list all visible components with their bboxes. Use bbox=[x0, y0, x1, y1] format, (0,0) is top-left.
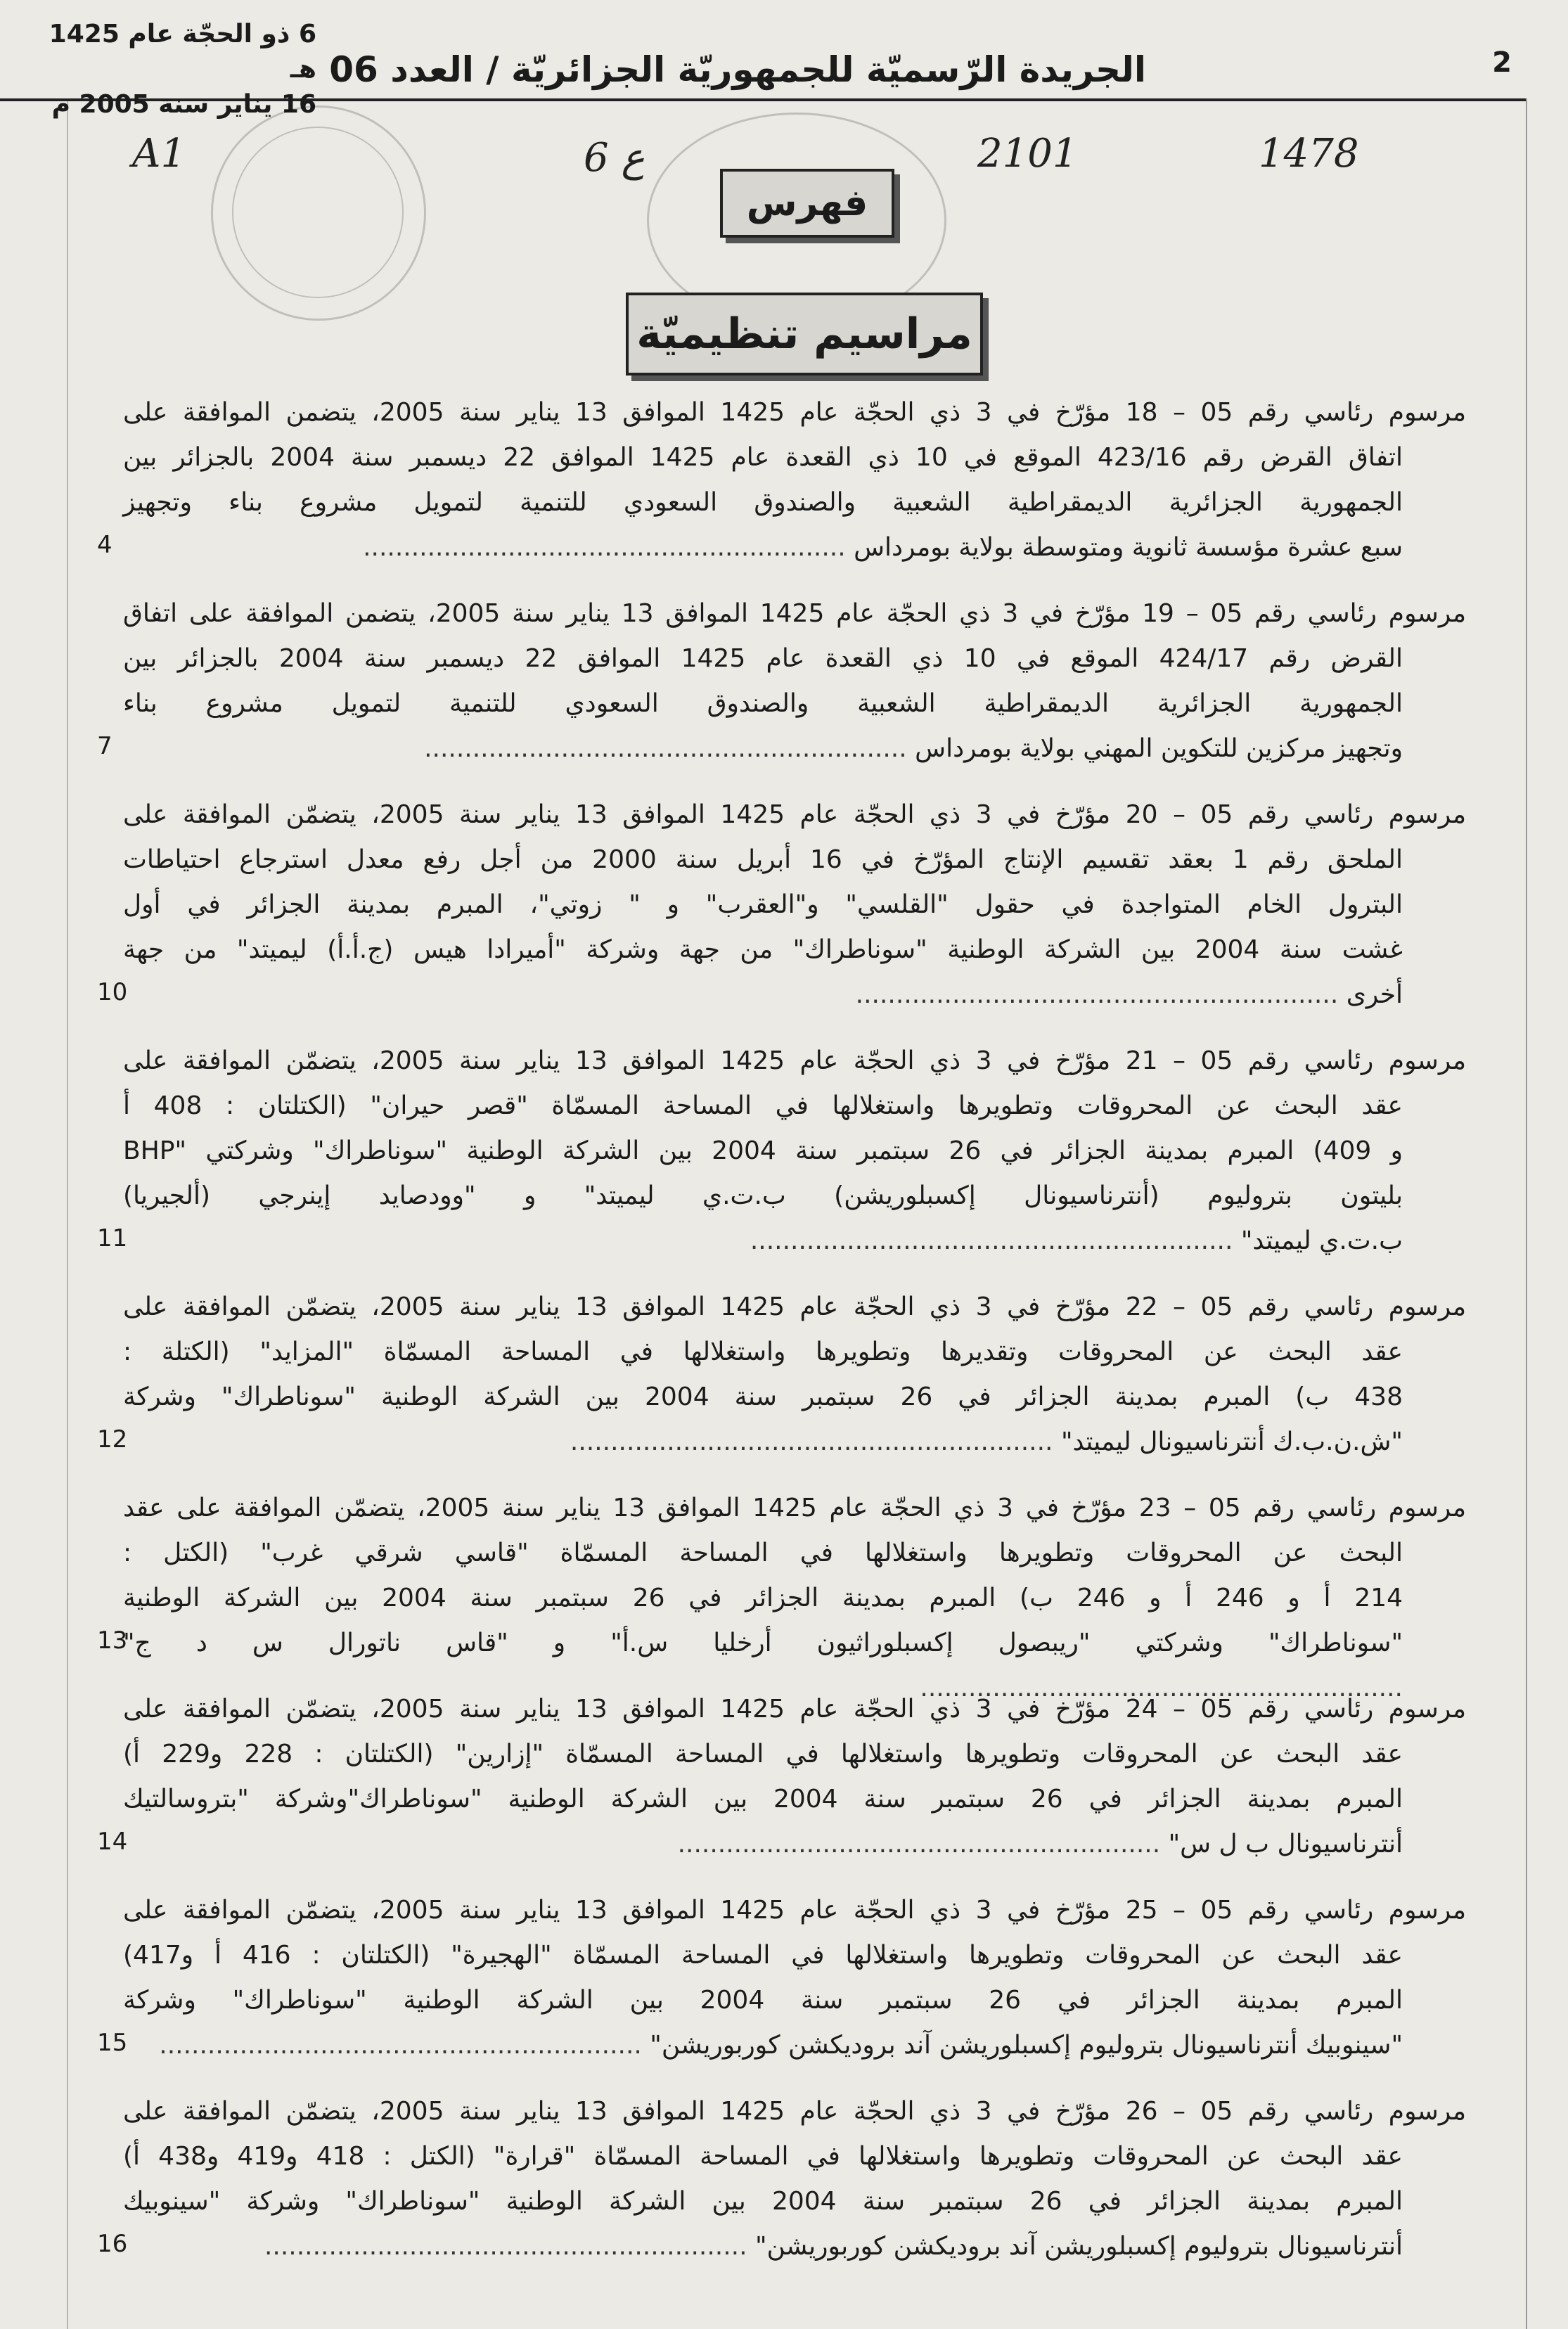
toc-entry-line bbox=[123, 525, 1403, 570]
toc-entry bbox=[0, 390, 1568, 570]
toc-entry-page-number: 11 bbox=[97, 1224, 128, 1252]
toc-entry-line bbox=[123, 1888, 1466, 1933]
toc-entry-text bbox=[123, 1888, 1466, 2068]
leader-dots: ............................................................ bbox=[159, 2031, 650, 2060]
handwritten-note-mid1: 6 ع bbox=[584, 135, 645, 181]
toc-entry-text bbox=[123, 1486, 1466, 1711]
toc-entry-page-number: 16 bbox=[97, 2230, 128, 2258]
handwritten-note-mid2: 2101 bbox=[977, 131, 1078, 177]
toc-entry-line-text: البترول الخام المتواجدة في حقول "القلسي" و"العقرب" و " زوتي"، المبرم بمدينة الجزائر في أول bbox=[123, 890, 1403, 919]
toc-entry-line bbox=[123, 1219, 1403, 1264]
toc-entry-text bbox=[123, 793, 1466, 1018]
toc-entry-line-text: اتفاق القرض رقم 423/16 الموقع في 10 ذي القعدة عام 1425 الموافق 22 ديسمبر سنة 2004 بالجزائر بين bbox=[123, 443, 1403, 472]
toc-entry-page-number: 13 bbox=[97, 1627, 128, 1655]
toc-entry-line bbox=[123, 1129, 1403, 1174]
toc-entry-line bbox=[123, 1486, 1466, 1531]
toc-entry-line-text: المبرم بمدينة الجزائر في 26 سبتمبر سنة 2004 بين الشركة الوطنية "سوناطراك" وشركة bbox=[123, 1986, 1403, 2015]
toc-entry bbox=[0, 1687, 1568, 1867]
toc-entry-line bbox=[123, 681, 1403, 726]
toc-entry-line bbox=[123, 1933, 1403, 1978]
header-date bbox=[14, 17, 316, 122]
toc-entry bbox=[0, 1285, 1568, 1465]
toc-entry-line bbox=[123, 1084, 1403, 1129]
toc-entry bbox=[0, 793, 1568, 1018]
toc-entry-line-text: الجمهورية الجزائرية الديمقراطية الشعبية والصندوق السعودي للتنمية لتمويل مشروع بناء bbox=[123, 689, 1403, 718]
toc-entry-line bbox=[123, 480, 1403, 525]
toc-entry-line bbox=[123, 2023, 1403, 2068]
toc-entry-page-number: 14 bbox=[97, 1828, 128, 1856]
toc-entry-text bbox=[123, 390, 1466, 570]
toc-entry-line-text: مرسوم رئاسي رقم 05 – 26 مؤرّخ في 3 ذي الحجّة عام 1425 الموافق 13 يناير سنة 2005، يتضمّن الموافقة على bbox=[123, 2097, 1466, 2126]
toc-entry-line bbox=[123, 2134, 1403, 2179]
leader-dots: ............................................................ bbox=[363, 533, 854, 562]
toc-entry-line-text: أنترناسيونال ب ل س" bbox=[1168, 1830, 1403, 1859]
toc-entry-line bbox=[123, 591, 1466, 636]
toc-entry-page-number: 15 bbox=[97, 2029, 128, 2057]
toc-entry-line bbox=[123, 973, 1403, 1018]
toc-entry-line-text: القرض رقم 424/17 الموقع في 10 ذي القعدة عام 1425 الموافق 22 ديسمبر سنة 2004 بالجزائر بين bbox=[123, 644, 1403, 673]
toc-entry-line-text: عقد البحث عن المحروقات وتطويرها واستغلالها في المساحة المسمّاة "إزارين" (الكتلتان : 228 و229 أ) bbox=[123, 1740, 1403, 1769]
toc-entry-line bbox=[123, 1285, 1466, 1330]
toc-entry-text bbox=[123, 1687, 1466, 1867]
toc-entry-line-text: المبرم بمدينة الجزائر في 26 سبتمبر سنة 2004 بين الشركة الوطنية "سوناطراك"وشركة "بتروسالتيك bbox=[123, 1785, 1403, 1814]
toc-entry-line-text: غشت سنة 2004 بين الشركة الوطنية "سوناطراك" من جهة وشركة "أميرادا هيس (ج.أ.أ) ليميتد" من جهة bbox=[123, 935, 1403, 964]
header-title: الجريدة الرّسميّة للجمهوريّة الجزائريّة / العدد 06 bbox=[329, 49, 1146, 90]
toc-entry-line-text: عقد البحث عن المحروقات وتطويرها واستغلالها في المساحة المسمّاة "قرارة" (الكتل : 418 و419 و438 أ) bbox=[123, 2142, 1403, 2171]
toc-entry-line-text: البحث عن المحروقات وتطويرها واستغلالها في المساحة المسمّاة "قاسي شرقي غرب" (الكتل : bbox=[123, 1539, 1403, 1567]
toc-entry-line-text: مرسوم رئاسي رقم 05 – 24 مؤرّخ في 3 ذي الحجّة عام 1425 الموافق 13 يناير سنة 2005، يتضمّن الموافقة على bbox=[123, 1695, 1466, 1724]
stamp-left-inner bbox=[232, 127, 404, 298]
toc-entry-line-text: "سينوبيك أنترناسيونال بتروليوم إكسبلوريشن آند بروديكشن كوربوريشن" bbox=[650, 2031, 1403, 2060]
toc-entry-line-text: الجمهورية الجزائرية الديمقراطية الشعبية والصندوق السعودي للتنمية لتمويل مشروع بناء وتجهيز bbox=[123, 488, 1403, 517]
toc-entry-line-text: مرسوم رئاسي رقم 05 – 23 مؤرّخ في 3 ذي الحجّة عام 1425 الموافق 13 يناير سنة 2005، يتضمّن الموافقة على عقد bbox=[123, 1494, 1467, 1522]
toc-entry-text bbox=[123, 2089, 1466, 2269]
toc-entry-line bbox=[123, 928, 1403, 973]
toc-entry-line-text: عقد البحث عن المحروقات وتقديرها وتطويرها واستغلالها في المساحة المسمّاة "المزايد" (الكتلة : bbox=[123, 1337, 1403, 1366]
toc-entry-line-text: المبرم بمدينة الجزائر في 26 سبتمبر سنة 2004 بين الشركة الوطنية "سوناطراك" وشركة "سينوبيك bbox=[123, 2187, 1403, 2216]
toc-entry-page-number: 4 bbox=[97, 531, 113, 559]
toc-entry-line bbox=[123, 793, 1466, 838]
toc-entry-line-text: بليتون بتروليوم (أنترناسيونال إكسبلوريشن) ب.ت.ي ليميتد" و "وودصايد إينرجي (ألجيريا) bbox=[123, 1181, 1403, 1210]
toc-entry-line-text: سبع عشرة مؤسسة ثانوية ومتوسطة بولاية بومرداس bbox=[854, 533, 1403, 562]
toc-entry-text bbox=[123, 591, 1466, 771]
toc-entry-line bbox=[123, 1039, 1466, 1084]
toc-entry-line-text: و 409) المبرم بمدينة الجزائر في 26 سبتمبر سنة 2004 بين الشركة الوطنية "سوناطراك" وشركتي "BHP bbox=[123, 1136, 1403, 1165]
toc-entry-line bbox=[123, 2224, 1403, 2269]
header-date-gregorian: 16 يناير سنة 2005 م bbox=[51, 90, 316, 119]
toc-entry-line bbox=[123, 1978, 1403, 2023]
toc-entry-line bbox=[123, 2089, 1466, 2134]
toc-entry bbox=[0, 1039, 1568, 1264]
toc-entry-line-text: "ش.ن.ب.ك أنترناسيونال ليميتد" bbox=[1060, 1427, 1403, 1456]
toc-entry-line bbox=[123, 726, 1403, 771]
section-title: مراسيم تنظيميّة bbox=[626, 293, 983, 376]
leader-dots: ............................................................ bbox=[570, 1427, 1061, 1456]
toc-entry-line bbox=[123, 2179, 1403, 2224]
toc-entry-page-number: 10 bbox=[97, 978, 128, 1006]
toc-entry-line bbox=[123, 435, 1403, 480]
toc-entry-line bbox=[123, 390, 1466, 435]
toc-entry-line-text: مرسوم رئاسي رقم 05 – 19 مؤرّخ في 3 ذي الحجّة عام 1425 الموافق 13 يناير سنة 2005، يتضمن الموافقة على اتفاق bbox=[123, 599, 1466, 628]
toc-entry-line bbox=[123, 1531, 1403, 1576]
toc-entry bbox=[0, 591, 1568, 771]
toc-entry-line-text: مرسوم رئاسي رقم 05 – 21 مؤرّخ في 3 ذي الحجّة عام 1425 الموافق 13 يناير سنة 2005، يتضمّن الموافقة على bbox=[123, 1046, 1466, 1075]
toc-entry-page-number: 12 bbox=[97, 1425, 128, 1454]
leader-dots: ............................................................ bbox=[677, 1830, 1169, 1859]
toc-entry-line-text: مرسوم رئاسي رقم 05 – 22 مؤرّخ في 3 ذي الحجّة عام 1425 الموافق 13 يناير سنة 2005، يتضمّن الموافقة على bbox=[123, 1292, 1466, 1321]
toc-entry-line-text: مرسوم رئاسي رقم 05 – 18 مؤرّخ في 3 ذي الحجّة عام 1425 الموافق 13 يناير سنة 2005، يتضمن الموافقة على bbox=[123, 398, 1466, 427]
handwritten-note-left: A1 bbox=[132, 131, 186, 177]
leader-dots: ............................................................ bbox=[750, 1226, 1241, 1255]
toc-entry-line-text: 438 ب) المبرم بمدينة الجزائر في 26 سبتمبر سنة 2004 بين الشركة الوطنية "سوناطراك" وشركة bbox=[123, 1382, 1403, 1411]
toc-entry-line-text: "سوناطراك" وشركتي "ريبصول إكسبلوراثيون أرخليا س.أ" و "قاس ناتورال س د ج" bbox=[123, 1629, 1403, 1657]
toc-entry-line bbox=[123, 1576, 1403, 1621]
leader-dots: ............................................................ bbox=[855, 980, 1347, 1009]
toc-entry-line-text: مرسوم رئاسي رقم 05 – 20 مؤرّخ في 3 ذي الحجّة عام 1425 الموافق 13 يناير سنة 2005، يتضمّن الموافقة على bbox=[123, 800, 1466, 829]
toc-entry-text bbox=[123, 1039, 1466, 1264]
toc-entry-line bbox=[123, 883, 1403, 928]
page-header bbox=[0, 0, 1526, 119]
leader-dots: ............................................................ bbox=[264, 2232, 755, 2261]
toc-entry-line-text: عقد البحث عن المحروقات وتطويرها واستغلالها في المساحة المسمّاة "قصر حيران" (الكتلتان : 408 أ bbox=[123, 1091, 1403, 1120]
header-page-number: 2 bbox=[1492, 46, 1512, 79]
toc-entry-line bbox=[123, 838, 1403, 883]
toc-entry-line bbox=[123, 1687, 1466, 1732]
toc-entry-line bbox=[123, 1420, 1403, 1465]
toc-entry-line-text: أخرى bbox=[1346, 980, 1403, 1009]
toc-entry-line bbox=[123, 1330, 1403, 1375]
toc-entry-line bbox=[123, 636, 1403, 681]
toc-entry-line-text: 214 أ و 246 أ و 246 ب) المبرم بمدينة الجزائر في 26 سبتمبر سنة 2004 بين الشركة الوطنية bbox=[123, 1584, 1403, 1612]
toc-entry-line bbox=[123, 1822, 1403, 1867]
toc-entry-line bbox=[123, 1732, 1403, 1777]
toc-entry-line bbox=[123, 1174, 1403, 1219]
toc-entry-line-text: عقد البحث عن المحروقات وتطويرها واستغلالها في المساحة المسمّاة "الهجيرة" (الكتلتان : 416 أ و417) bbox=[123, 1941, 1403, 1970]
toc-entry-line bbox=[123, 1375, 1403, 1420]
toc-entry-line-text: مرسوم رئاسي رقم 05 – 25 مؤرّخ في 3 ذي الحجّة عام 1425 الموافق 13 يناير سنة 2005، يتضمّن الموافقة على bbox=[123, 1896, 1466, 1925]
toc-entry bbox=[0, 1888, 1568, 2068]
toc-entry-line bbox=[123, 1777, 1403, 1822]
toc-entry-page-number: 7 bbox=[97, 732, 113, 760]
toc-entry-text bbox=[123, 1285, 1466, 1465]
toc-entry bbox=[0, 2089, 1568, 2269]
leader-dots: ............................................................ bbox=[424, 734, 915, 763]
index-title: فهرس bbox=[720, 169, 894, 238]
toc-entry-line-text: ب.ت.ي ليميتد" bbox=[1240, 1226, 1403, 1255]
toc-entry-line-text: وتجهيز مركزين للتكوين المهني بولاية بومرداس bbox=[915, 734, 1403, 763]
handwritten-note-right: 1478 bbox=[1259, 131, 1359, 177]
toc-entry-line-text: أنترناسيونال بتروليوم إكسبلوريشن آند بروديكشن كوربوريشن" bbox=[755, 2232, 1403, 2261]
toc-entry bbox=[0, 1486, 1568, 1702]
leader-dots: ............................................................ bbox=[920, 1674, 1403, 1702]
header-date-hijri: 6 ذو الحجّة عام 1425 هـ bbox=[49, 20, 316, 84]
toc-entry-line-text: الملحق رقم 1 بعقد تقسيم الإنتاج المؤرّخ في 16 أبريل سنة 2000 من أجل رفع معدل استرجاع احتياطات bbox=[123, 845, 1403, 874]
